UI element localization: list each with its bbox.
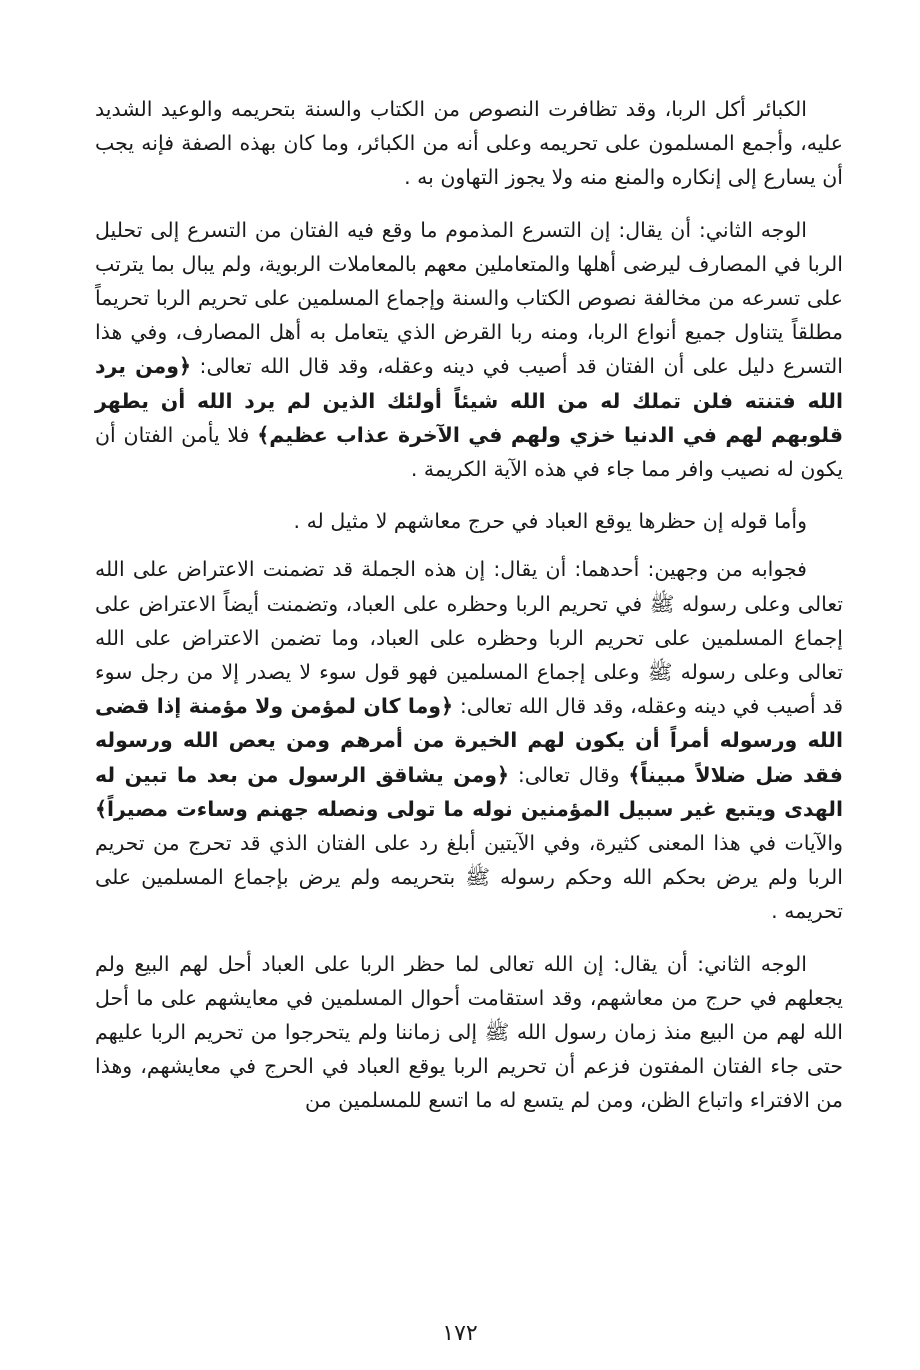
paragraph-text: وقال تعالى: <box>509 762 629 787</box>
quran-quote: ﴿ومن يشاقق الرسول من بعد ما تبين له الهدى ويتبع غير سبيل المؤمنين نوله ما تولى ونصله جهنم وساءت مصيراً﴾ <box>95 762 843 821</box>
paragraph-text: الوجه الثاني: أن يقال: إن الله تعالى لما حظر الربا على العباد أحل لهم البيع ولم يجعلهم في حرج من معاشهم، وقد استقامت أحوال المسلمين في معايشهم على ما أحل الله لهم من البيع منذ زمان رسول الله ﷺ إلى زماننا ولم يتحرجوا من تحريم الربا عليهم حتى جاء الفتان المفتون فزعم أن تحريم الربا يوقع العباد في الحرج في معايشهم، وهذا من الافتراء واتباع الظن، ومن لم يتسع له ما اتسع للمسلمين من <box>95 951 843 1113</box>
paragraph-text: الوجه الثاني: أن يقال: إن التسرع المذموم ما وقع فيه الفتان من التسرع إلى تحليل الربا في المصارف ليرضى أهلها والمتعاملين معهم بالمعاملات الربوية، ولم يبال بما يترتب على تسرعه من مخالفة نصوص الكتاب والسنة وإجماع المسلمين على تحريم الربا تحريماً مطلقاً يتناول جميع أنواع الربا، ومنه ربا القرض الذي يتعامل به أهل المصارف، وفي هذا التسرع دليل على أن الفتان قد أصيب في دينه وعقله، وقد قال الله تعالى: <box>95 217 843 379</box>
paragraph-text: فجوابه من وجهين: أحدهما: أن يقال: إن هذه الجملة قد تضمنت الاعتراض على الله تعالى وعلى رسوله ﷺ في تحريم الربا وحظره على العباد، وتضمنت أيضاً الاعتراض على إجماع المسلمين على تحريم الربا وحظره على العباد، وما تضمن الاعتراض على الله تعالى وعلى رسوله ﷺ وعلى إجماع المسلمين فهو قول سوء لا يصدر إلا من رجل سوء قد أصيب في دينه وعقله، وقد قال الله تعالى: <box>95 557 844 719</box>
paragraph-text: والآيات في هذا المعنى كثيرة، وفي الآيتين أبلغ رد على الفتان الذي قد تحرج من تحريم الربا ولم يرض بحكم الله وحكم رسوله ﷺ بتحريمه ولم يرض بإجماع المسلمين على تحريمه . <box>95 831 843 924</box>
paragraph-text: فلا يأمن الفتان أن يكون له نصيب وافر مما جاء في هذه الآية الكريمة . <box>95 422 843 482</box>
quran-quote: ﴿وما كان لمؤمن ولا مؤمنة إذا قضى الله ورسوله أمراً أن يكون لهم الخيرة من أمرهم ومن يعص الله ورسوله فقد ضل ضلالاً مبيناً﴾ <box>95 694 843 787</box>
page-number: ١٧٢ <box>442 1321 478 1346</box>
paragraph-3 <box>95 504 843 538</box>
paragraph-2 <box>95 213 843 487</box>
quran-quote: ﴿ومن يرد الله فتنته فلن تملك له من الله شيئاً أولئك الذين لم يرد الله أن يطهر قلوبهم لهم في الدنيا خزي ولهم في الآخرة عذاب عظيم﴾ <box>95 354 843 447</box>
page-body <box>95 92 843 1136</box>
paragraph-text: الكبائر أكل الربا، وقد تظافرت النصوص من الكتاب والسنة بتحريمه والوعيد الشديد عليه، وأجمع المسلمون على تحريمه وعلى أنه من الكبائر، وما كان بهذه الصفة فإنه يجب أن يسارع إلى إنكاره والمنع منه ولا يجوز التهاون به . <box>95 97 843 190</box>
paragraph-1 <box>95 92 843 195</box>
paragraph-4 <box>95 552 843 928</box>
paragraph-text: وأما قوله إن حظرها يوقع العباد في حرج معاشهم لا مثيل له . <box>293 509 807 534</box>
paragraph-5 <box>95 947 843 1118</box>
